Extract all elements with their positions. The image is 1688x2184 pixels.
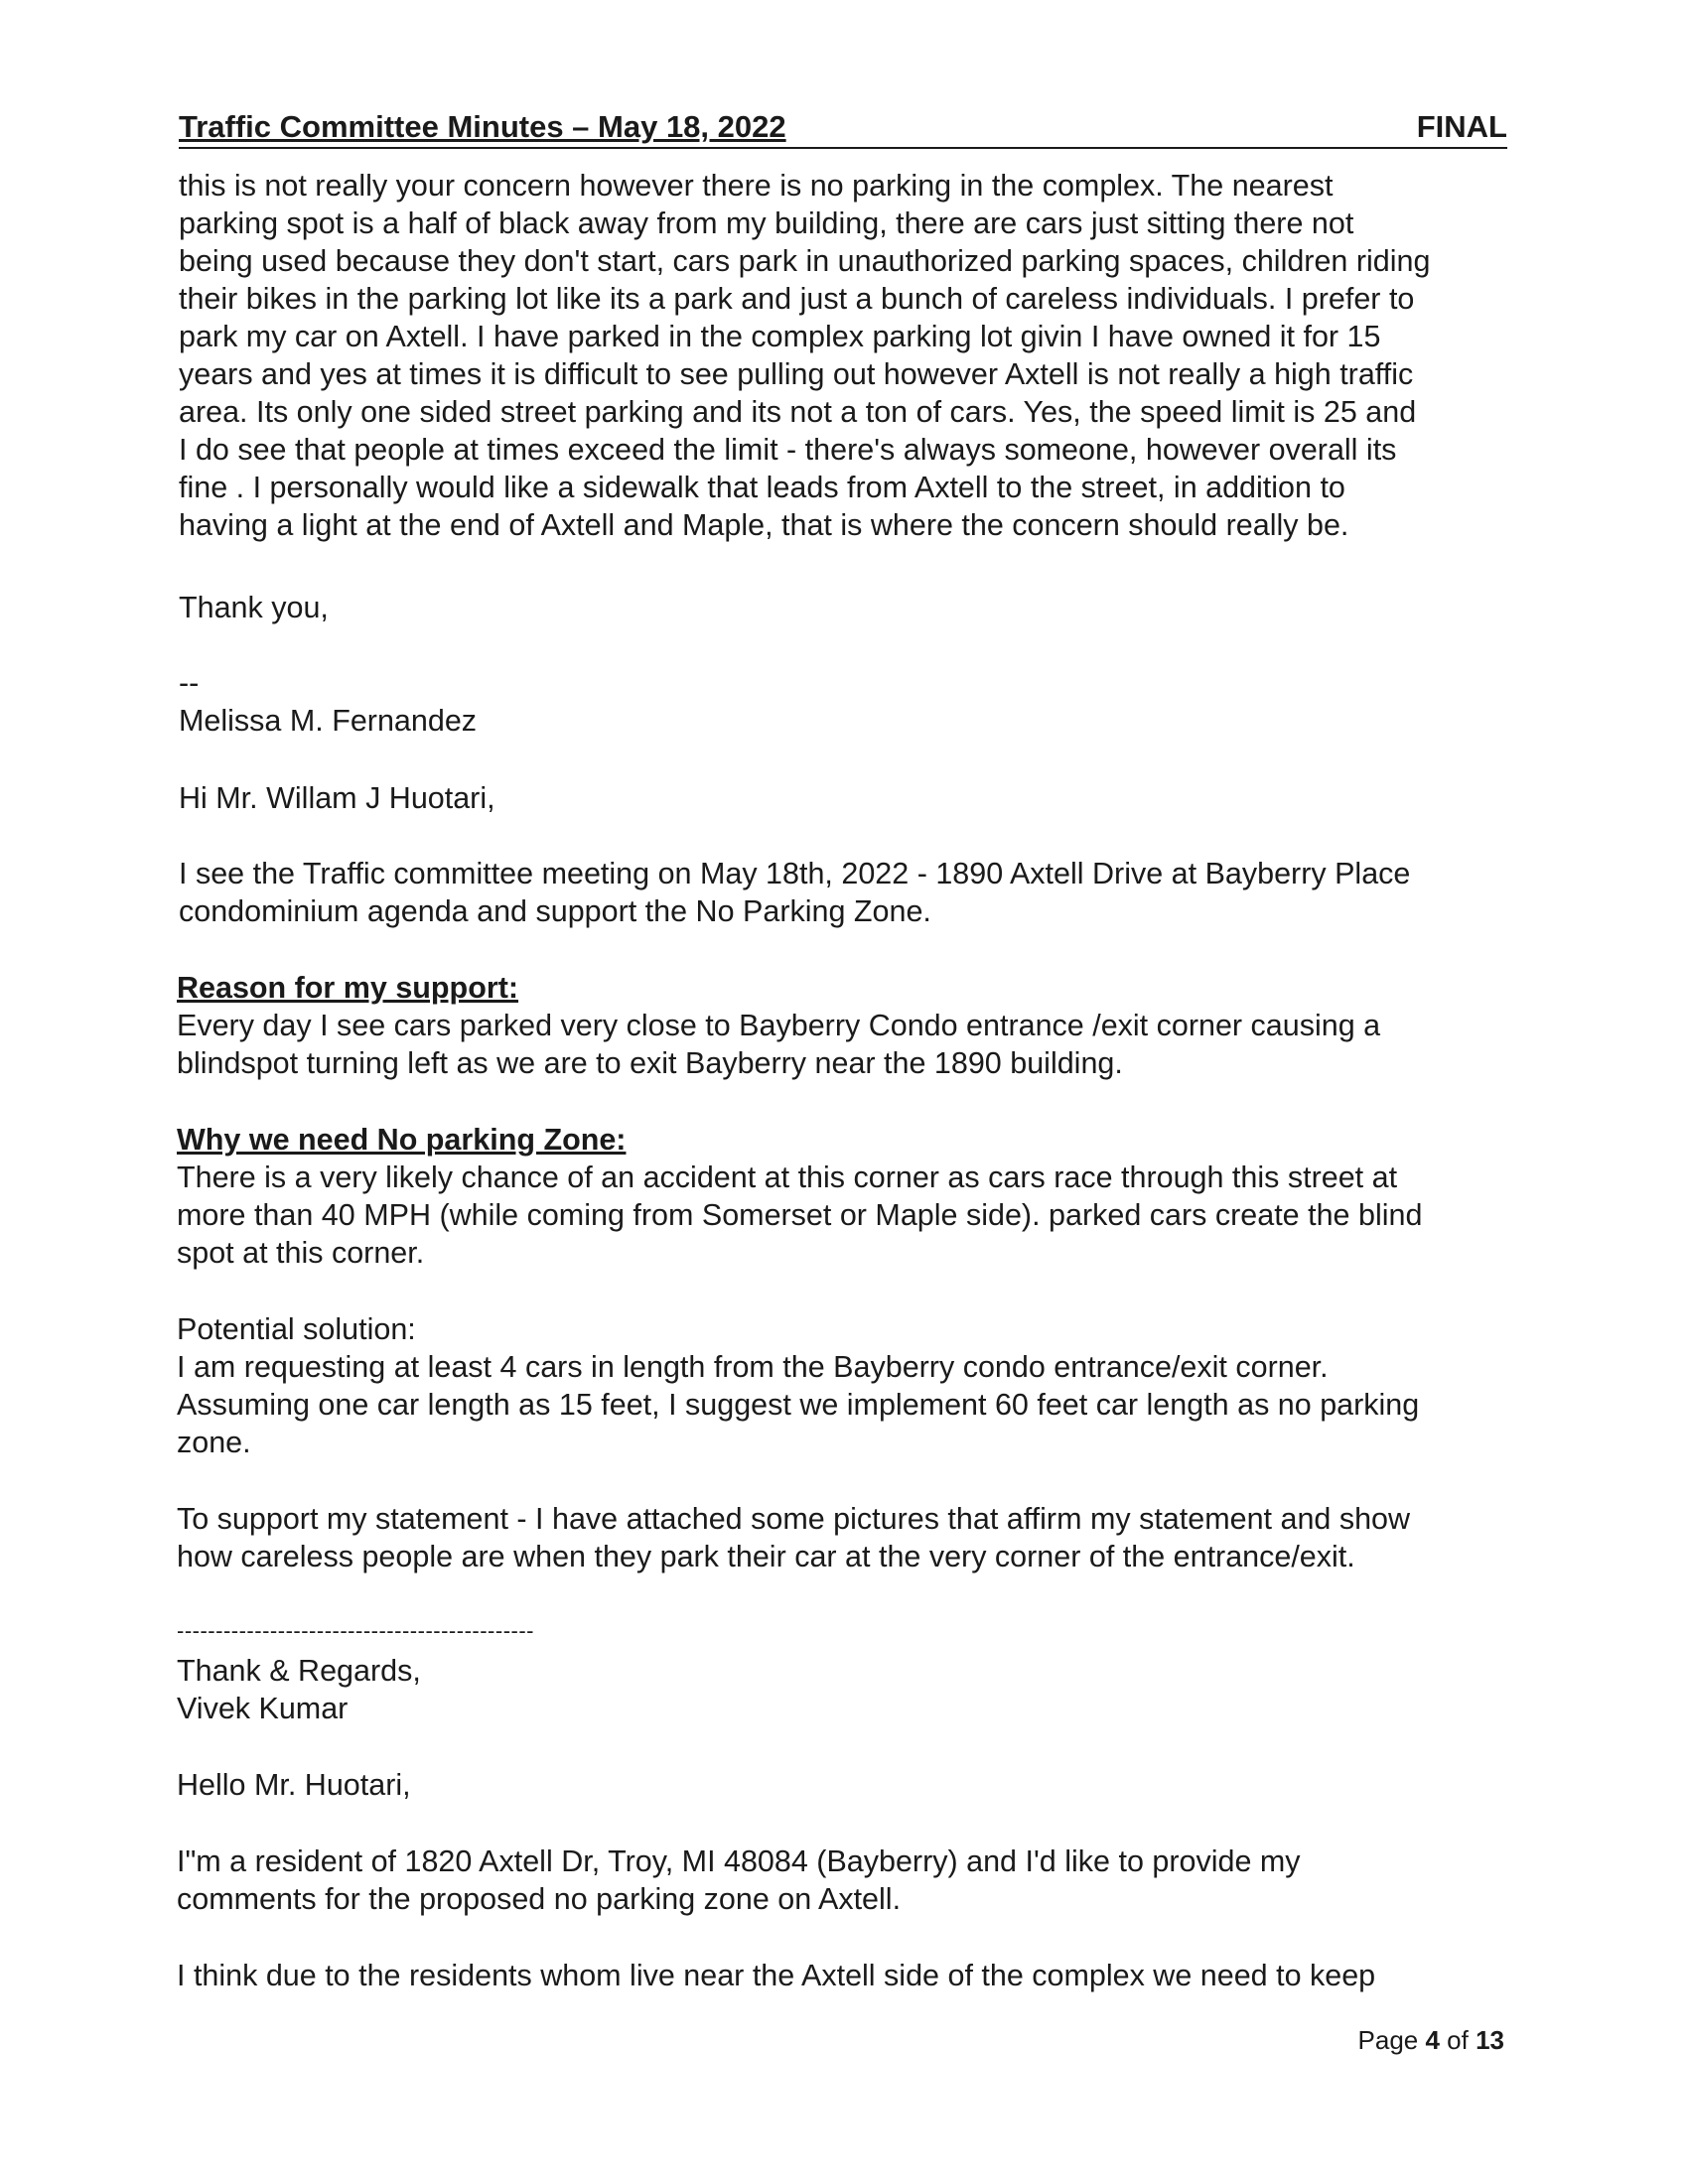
signature-name: Vivek Kumar (177, 1692, 349, 1725)
letter-closing: Thank & Regards, (177, 1654, 421, 1688)
page-total: 13 (1476, 2025, 1504, 2055)
page-prefix: Page (1357, 2025, 1426, 2055)
section-heading-why: Why we need No parking Zone: (177, 1123, 627, 1157)
body-text-line: To support my statement - I have attached some pictures that affirm my statement and show (177, 1502, 1411, 1536)
body-text-line: parking spot is a half of black away from my building, there are cars just sitting there not (179, 206, 1354, 240)
body-text-line: area. Its only one sided street parking and its not a ton of cars. Yes, the speed limit is 25 and (179, 395, 1417, 429)
body-text-line: I think due to the residents whom live near the Axtell side of the complex we need to keep (177, 1959, 1376, 1992)
page-header (179, 107, 1507, 149)
letter-greeting: Hello Mr. Huotari, (177, 1768, 411, 1802)
body-text-line: I"m a resident of 1820 Axtell Dr, Troy, MI 48084 (Bayberry) and I'd like to provide my (177, 1844, 1301, 1878)
body-text-line: fine . I personally would like a sidewalk that leads from Axtell to the street, in addition to (179, 471, 1345, 504)
body-text-line: zone. (177, 1426, 251, 1459)
letter-greeting: Hi Mr. Willam J Huotari, (179, 781, 495, 815)
body-text-line: comments for the proposed no parking zone on Axtell. (177, 1882, 902, 1916)
body-text-line: how careless people are when they park their car at the very corner of the entrance/exit. (177, 1540, 1355, 1573)
section-heading-reason: Reason for my support: (177, 971, 519, 1005)
body-text-line: There is a very likely chance of an accident at this corner as cars race through this street at (177, 1160, 1398, 1194)
body-text-line: park my car on Axtell. I have parked in the complex parking lot givin I have owned it for 15 (179, 320, 1381, 353)
page-number (1358, 2025, 1504, 2056)
page-current: 4 (1425, 2025, 1440, 2055)
body-text-line: their bikes in the parking lot like its a park and just a bunch of careless individuals. I prefer to (179, 282, 1415, 316)
page-of: of (1439, 2025, 1477, 2055)
body-text-line: Assuming one car length as 15 feet, I suggest we implement 60 feet car length as no parking (177, 1388, 1420, 1422)
body-text-line: having a light at the end of Axtell and Maple, that is where the concern should really be. (179, 508, 1349, 542)
signature-separator: -- (179, 666, 200, 700)
body-text-line: I see the Traffic committee meeting on May 18th, 2022 - 1890 Axtell Drive at Bayberry Place (179, 857, 1411, 890)
body-text-line: I do see that people at times exceed the limit - there's always someone, however overall its (179, 433, 1397, 467)
signature-divider: ---------------------------------------------- (177, 1618, 535, 1643)
body-text-line: being used because they don't start, cars park in unauthorized parking spaces, children riding (179, 244, 1431, 278)
body-text-line: condominium agenda and support the No Parking Zone. (179, 894, 931, 928)
letter-closing: Thank you, (179, 591, 329, 624)
body-text-line: this is not really your concern however there is no parking in the complex. The nearest (179, 169, 1334, 203)
body-text-line: more than 40 MPH (while coming from Somerset or Maple side). parked cars create the blind (177, 1198, 1423, 1232)
body-text-line: blindspot turning left as we are to exit Bayberry near the 1890 building. (177, 1046, 1123, 1080)
section-heading-solution: Potential solution: (177, 1312, 416, 1346)
document-title: Traffic Committee Minutes – May 18, 2022 (179, 109, 786, 144)
body-text-line: I am requesting at least 4 cars in length from the Bayberry condo entrance/exit corner. (177, 1350, 1329, 1384)
body-text-line: years and yes at times it is difficult to see pulling out however Axtell is not really a high traffic (179, 357, 1414, 391)
document-status: FINAL (1416, 109, 1507, 144)
body-text-line: Every day I see cars parked very close to Bayberry Condo entrance /exit corner causing a (177, 1009, 1381, 1042)
body-text-line: spot at this corner. (177, 1236, 425, 1270)
signature-name: Melissa M. Fernandez (179, 704, 478, 738)
